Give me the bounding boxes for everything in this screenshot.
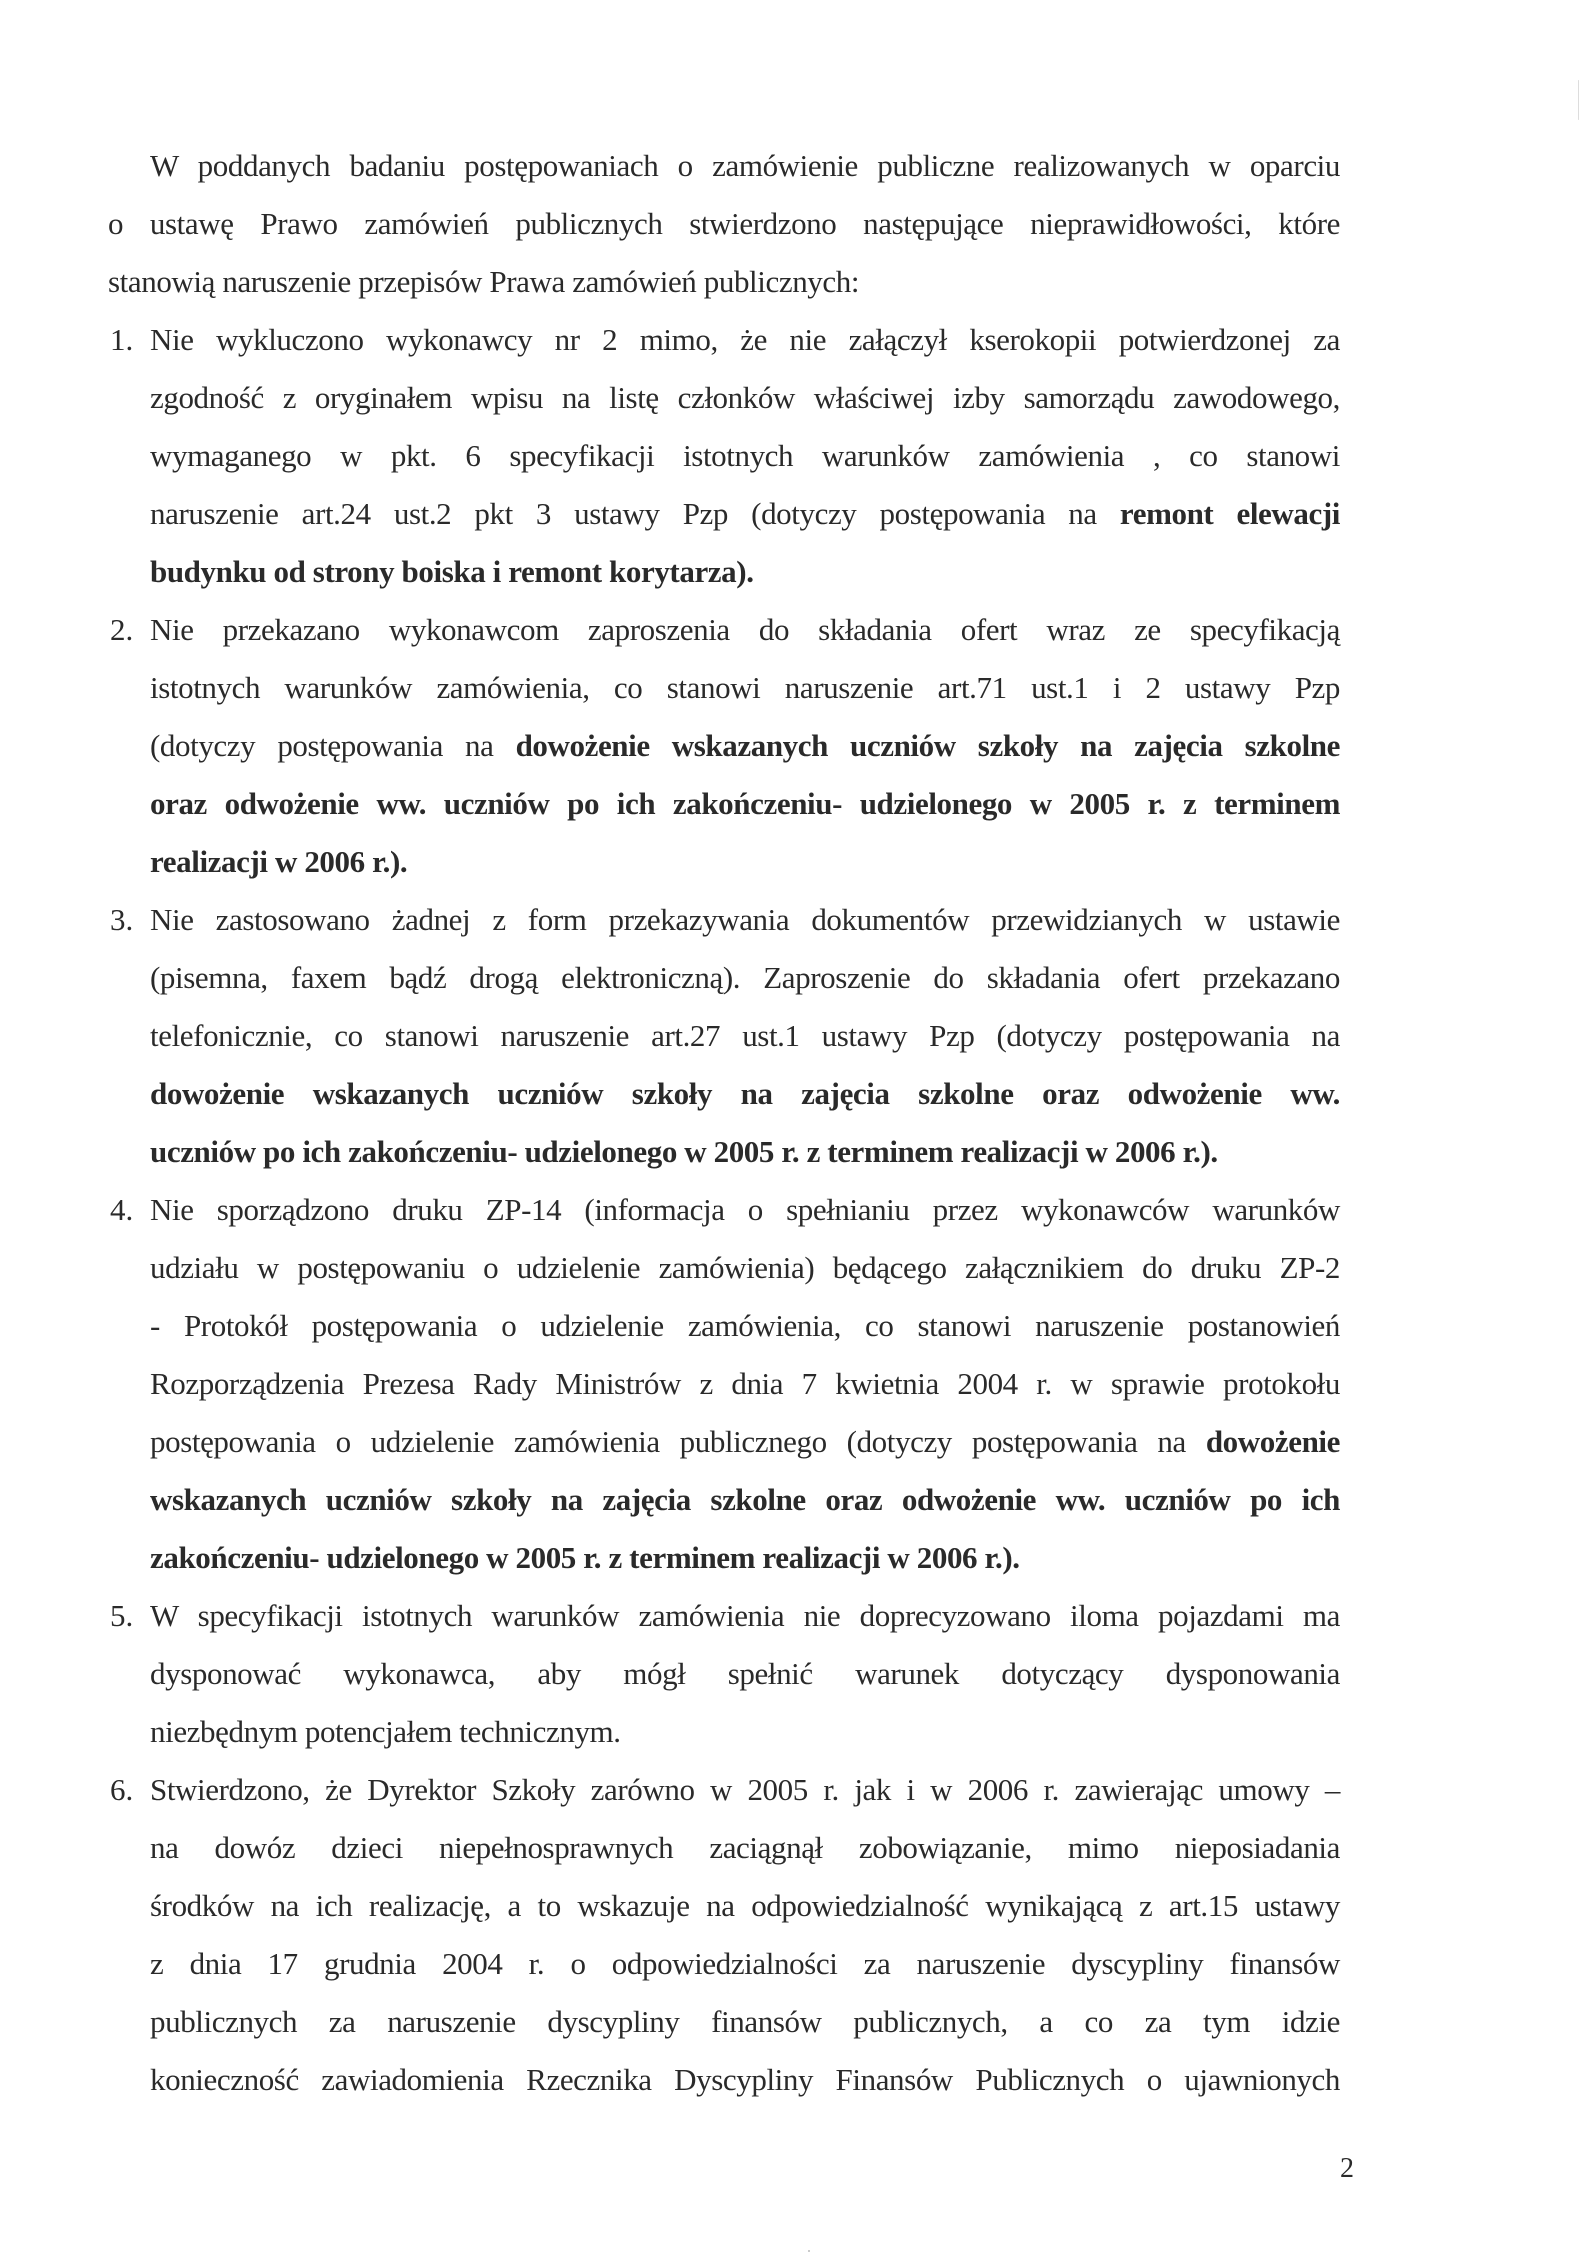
list-item-line: dysponować wykonawca, aby mógł spełnić warunek dotyczący dysponowania	[150, 1656, 1340, 1691]
list-item-line: niezbędnym potencjałem technicznym.	[150, 1714, 621, 1749]
list-item-number: 5.	[110, 1598, 134, 1633]
bold-text: uczniów po ich zakończeniu- udzielonego w 2005 r. z terminem realizacji w 2006 r.).	[150, 1134, 1218, 1169]
list-item-line: Stwierdzono, że Dyrektor Szkoły zarówno w 2005 r. jak i w 2006 r. zawierając umowy –	[150, 1772, 1340, 1807]
intro-line: stanowią naruszenie przepisów Prawa zamówień publicznych:	[108, 264, 860, 299]
list-item-line: udziału w postępowaniu o udzielenie zamówienia) będącego załącznikiem do druku ZP-2	[150, 1250, 1340, 1285]
bold-text: dowożenie	[1205, 1424, 1340, 1459]
list-item-line	[150, 1422, 1340, 1462]
list-item-line: (pisemna, faxem bądź drogą elektroniczną). Zaproszenie do składania ofert przekazano	[150, 960, 1340, 995]
list-item-line: konieczność zawiadomienia Rzecznika Dyscypliny Finansów Publicznych o ujawnionych	[150, 2062, 1340, 2097]
list-item-line	[150, 784, 1340, 824]
intro-line: W poddanych badaniu postępowaniach o zamówienie publiczne realizowanych w oparciu	[150, 148, 1340, 183]
list-item-number: 2.	[110, 612, 134, 647]
list-item-number: 4.	[110, 1192, 134, 1227]
list-item-line	[150, 726, 1340, 766]
bold-text: realizacji w 2006 r.).	[150, 844, 408, 879]
list-item-line	[150, 1480, 1340, 1520]
intro-line: o ustawę Prawo zamówień publicznych stwierdzono następujące nieprawidłowości, które	[108, 206, 1340, 241]
bold-text: budynku od strony boiska i remont korytarza).	[150, 554, 754, 589]
list-item-line: z dnia 17 grudnia 2004 r. o odpowiedzialności za naruszenie dyscypliny finansów	[150, 1946, 1340, 1981]
list-item-line: na dowóz dzieci niepełnosprawnych zaciągnął zobowiązanie, mimo nieposiadania	[150, 1830, 1340, 1865]
list-item-line: istotnych warunków zamówienia, co stanowi naruszenie art.71 ust.1 i 2 ustawy Pzp	[150, 670, 1340, 705]
list-item-line: Rozporządzenia Prezesa Rady Ministrów z dnia 7 kwietnia 2004 r. w sprawie protokołu	[150, 1366, 1340, 1401]
list-item-line	[150, 1132, 1218, 1172]
list-item-line	[150, 1074, 1340, 1114]
list-item-line: W specyfikacji istotnych warunków zamówienia nie doprecyzowano iloma pojazdami ma	[150, 1598, 1340, 1633]
list-item-line	[150, 842, 407, 882]
list-item-number: 6.	[110, 1772, 134, 1807]
bold-text: wskazanych uczniów szkoły na zajęcia szkolne oraz odwożenie ww. uczniów po ich	[150, 1482, 1340, 1517]
list-item-line: środków na ich realizację, a to wskazuje na odpowiedzialność wynikającą z art.15 ustawy	[150, 1888, 1340, 1923]
page-number: 2	[1340, 2153, 1354, 2184]
scan-speck	[808, 2250, 810, 2252]
bold-text: dowożenie wskazanych uczniów szkoły na zajęcia szkolne oraz odwożenie ww.	[150, 1076, 1340, 1111]
bold-text: remont elewacji	[1119, 496, 1340, 531]
list-item-number: 3.	[110, 902, 134, 937]
list-item-line: publicznych za naruszenie dyscypliny finansów publicznych, a co za tym idzie	[150, 2004, 1340, 2039]
scan-speck	[1578, 80, 1579, 120]
list-item-number: 1.	[110, 322, 134, 357]
list-item-line: - Protokół postępowania o udzielenie zamówienia, co stanowi naruszenie postanowień	[150, 1308, 1340, 1343]
list-item-line: telefonicznie, co stanowi naruszenie art.27 ust.1 ustawy Pzp (dotyczy postępowania na	[150, 1018, 1340, 1053]
list-item-line: wymaganego w pkt. 6 specyfikacji istotnych warunków zamówienia , co stanowi	[150, 438, 1340, 473]
plain-text: postępowania o udzielenie zamówienia publicznego (dotyczy postępowania na	[150, 1424, 1206, 1459]
list-item-line	[150, 1538, 1020, 1578]
list-item-line	[150, 552, 754, 592]
list-item-line: zgodność z oryginałem wpisu na listę członków właściwej izby samorządu zawodowego,	[150, 380, 1340, 415]
list-item-line: Nie zastosowano żadnej z form przekazywania dokumentów przewidzianych w ustawie	[150, 902, 1340, 937]
plain-text: naruszenie art.24 ust.2 pkt 3 ustawy Pzp (dotyczy postępowania na	[150, 496, 1120, 531]
bold-text: oraz odwożenie ww. uczniów po ich zakończeniu- udzielonego w 2005 r. z terminem	[150, 786, 1340, 821]
list-item-line: Nie sporządzono druku ZP-14 (informacja o spełnianiu przez wykonawców warunków	[150, 1192, 1340, 1227]
bold-text: zakończeniu- udzielonego w 2005 r. z terminem realizacji w 2006 r.).	[150, 1540, 1020, 1575]
list-item-line: Nie wykluczono wykonawcy nr 2 mimo, że nie załączył kserokopii potwierdzonej za	[150, 322, 1340, 357]
list-item-line: Nie przekazano wykonawcom zaproszenia do składania ofert wraz ze specyfikacją	[150, 612, 1340, 647]
plain-text: (dotyczy postępowania na	[150, 728, 516, 763]
list-item-line	[150, 494, 1340, 534]
bold-text: dowożenie wskazanych uczniów szkoły na zajęcia szkolne	[515, 728, 1340, 763]
